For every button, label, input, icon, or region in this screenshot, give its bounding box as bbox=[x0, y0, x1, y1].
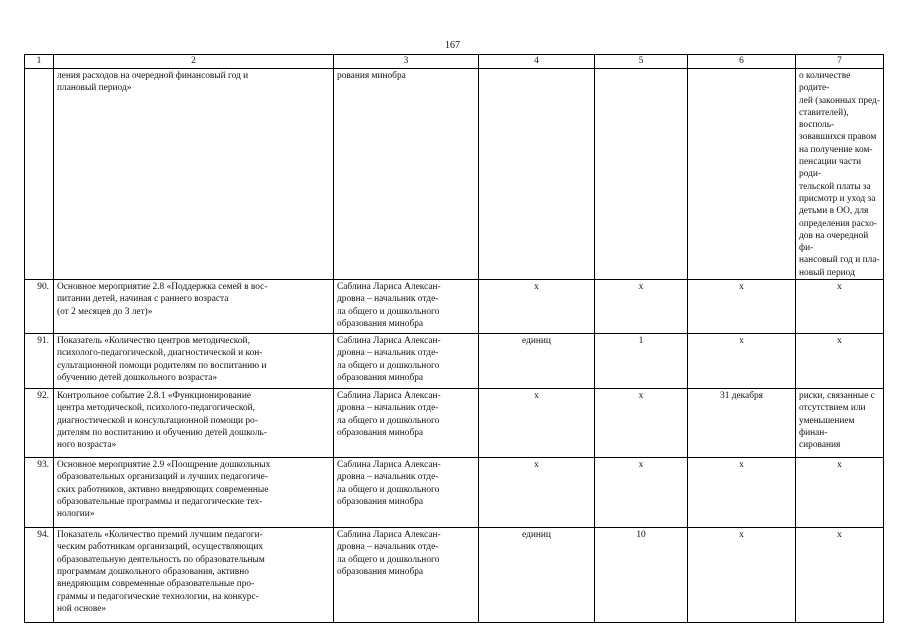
value-cell: х bbox=[595, 280, 688, 334]
table-row bbox=[25, 334, 884, 389]
column-header: 4 bbox=[479, 55, 595, 69]
column-header: 7 bbox=[796, 55, 884, 69]
responsible-person: Саблина Лариса Алексан- дровна – начальник отде- ла общего и дошкольного образования минобра bbox=[334, 528, 479, 623]
unit-cell: единиц bbox=[479, 528, 595, 623]
row-number: 91. bbox=[25, 334, 54, 389]
event-name: Показатель «Количество премий лучшим педагоги- ческим работникам организаций, осуществляющих образовательную деятельность по образовательным программам дошкольного образования, активно внедряющим современные образовательные про- граммы и педагогические технологии, на конкурс- ной основе» bbox=[54, 528, 334, 623]
value-cell: х bbox=[595, 389, 688, 458]
deadline-cell: х bbox=[688, 334, 796, 389]
value-cell: 1 bbox=[595, 334, 688, 389]
deadline-cell: х bbox=[688, 528, 796, 623]
column-header: 6 bbox=[688, 55, 796, 69]
row-number: 92. bbox=[25, 389, 54, 458]
responsible-person: Саблина Лариса Алексан- дровна – начальник отде- ла общего и дошкольного образования минобра bbox=[334, 334, 479, 389]
column-header: 5 bbox=[595, 55, 688, 69]
row-number bbox=[25, 69, 54, 280]
note-cell: х bbox=[796, 528, 884, 623]
row-number: 93. bbox=[25, 458, 54, 528]
note-cell: х bbox=[796, 334, 884, 389]
deadline-cell: х bbox=[688, 458, 796, 528]
column-number-row bbox=[25, 55, 884, 69]
table-row bbox=[25, 280, 884, 334]
table-row bbox=[25, 69, 884, 280]
page-number: 167 bbox=[445, 40, 460, 51]
unit-cell: х bbox=[479, 280, 595, 334]
unit-cell bbox=[479, 69, 595, 280]
value-cell: 10 bbox=[595, 528, 688, 623]
unit-cell: х bbox=[479, 458, 595, 528]
event-name: Основное мероприятие 2.9 «Поощрение дошкольных образовательных организаций и лучших педагогиче- ских работников, активно внедряющих современные образовательные программы и педагогические тех- нологии» bbox=[54, 458, 334, 528]
column-header: 3 bbox=[334, 55, 479, 69]
responsible-person: Саблина Лариса Алексан- дровна – начальник отде- ла общего и дошкольного образования минобра bbox=[334, 458, 479, 528]
value-cell bbox=[595, 69, 688, 280]
note-cell: х bbox=[796, 280, 884, 334]
deadline-cell: х bbox=[688, 280, 796, 334]
event-name: ления расходов на очередной финансовый год и плановый период» bbox=[54, 69, 334, 280]
table-row bbox=[25, 389, 884, 458]
table-row bbox=[25, 528, 884, 623]
unit-cell: х bbox=[479, 389, 595, 458]
row-number: 90. bbox=[25, 280, 54, 334]
note-cell: х bbox=[796, 458, 884, 528]
responsible-person: Саблина Лариса Алексан- дровна – начальник отде- ла общего и дошкольного образования минобра bbox=[334, 389, 479, 458]
value-cell: х bbox=[595, 458, 688, 528]
note-cell: о количестве родите- лей (законных пред- ставителей), восполь- зовавшихся правом на получение ком- пенсации части роди- тельской платы за присмотр и уход за детьми в ОО, для определения расхо- дов на очередной фи- нансовый год и пла- новый период bbox=[796, 69, 884, 280]
responsible-person: рования минобра bbox=[334, 69, 479, 280]
deadline-cell bbox=[688, 69, 796, 280]
event-name: Показатель «Количество центров методической, психолого-педагогической, диагностической и кон- сультационной помощи родителям по воспитанию и обучению детей дошкольного возраста» bbox=[54, 334, 334, 389]
event-name: Контрольное событие 2.8.1 «Функционирование центра методической, психолого-педагогической, диагностической и консультационной помощи ро- дителям по воспитанию и обучению детей дошколь- ного возраста» bbox=[54, 389, 334, 458]
program-table bbox=[24, 54, 884, 623]
unit-cell: единиц bbox=[479, 334, 595, 389]
row-number: 94. bbox=[25, 528, 54, 623]
table-row bbox=[25, 458, 884, 528]
column-header: 1 bbox=[25, 55, 54, 69]
column-header: 2 bbox=[54, 55, 334, 69]
deadline-cell: 31 декабря bbox=[688, 389, 796, 458]
event-name: Основное мероприятие 2.8 «Поддержка семей в вос- питании детей, начиная с раннего возраста (от 2 месяцев до 3 лет)» bbox=[54, 280, 334, 334]
responsible-person: Саблина Лариса Алексан- дровна – начальник отде- ла общего и дошкольного образования минобра bbox=[334, 280, 479, 334]
note-cell: риски, связанные с отсутствием или уменьшением финан- сирования bbox=[796, 389, 884, 458]
